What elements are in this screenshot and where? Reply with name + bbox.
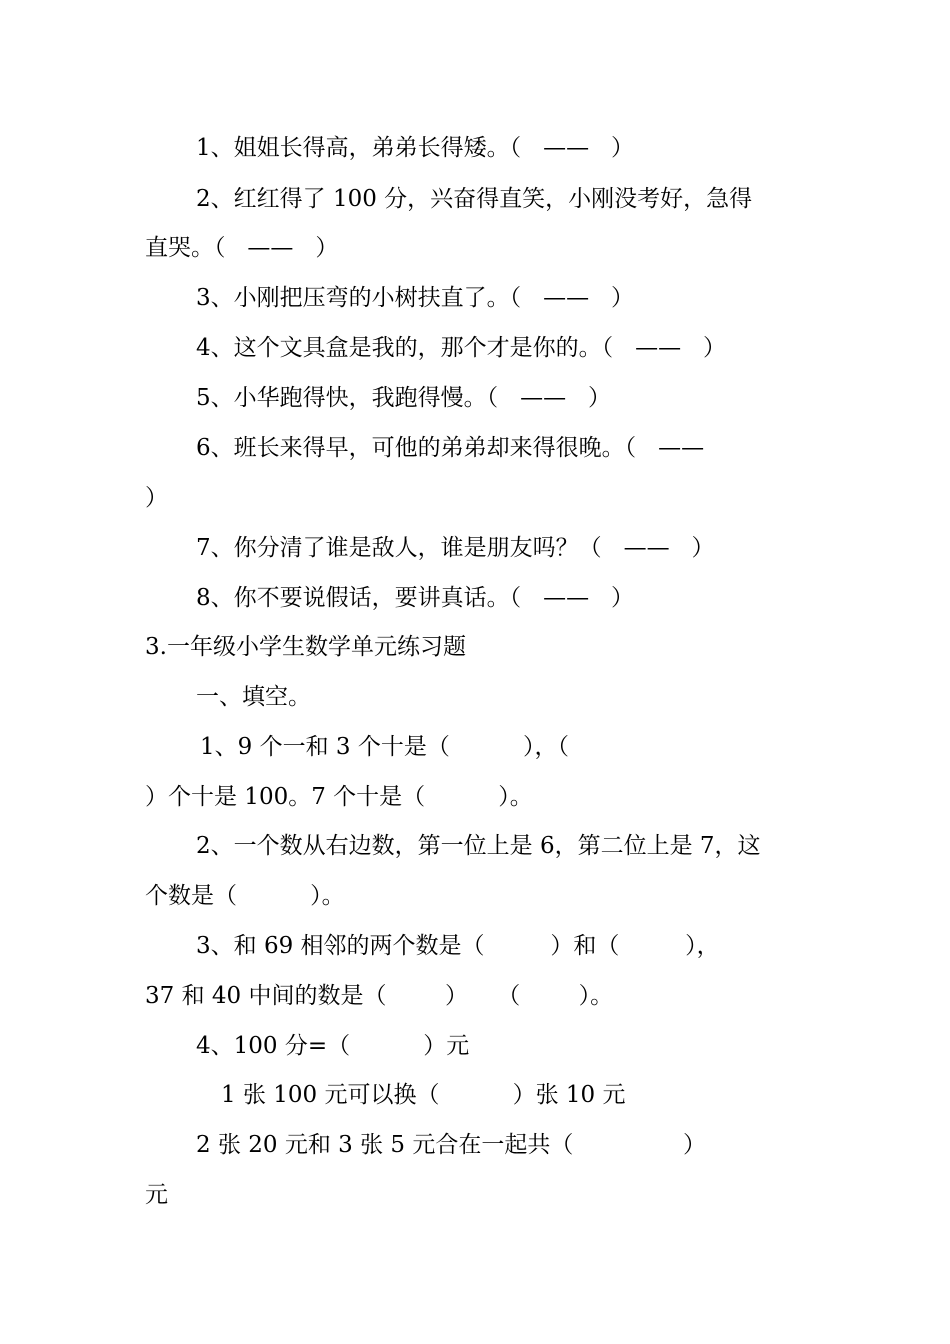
fill-question-4-line: 4、100 分=（ ）元 [196,1033,470,1059]
question-8-line: 8、你不要说假话，要讲真话。（ —— ） [196,585,634,611]
subsection-heading: 一、填空。 [196,684,311,710]
question-6-continuation: ） [145,485,168,511]
question-4-line: 4、这个文具盒是我的，那个才是你的。（ —— ） [196,335,726,361]
fill-question-3-continuation: 37 和 40 中间的数是（ ） （ ）。 [145,983,614,1009]
question-5-line: 5、小华跑得快，我跑得慢。（ —— ） [196,385,611,411]
fill-question-2-line: 2、一个数从右边数，第一位上是 6，第二位上是 7，这 [196,833,761,859]
fill-question-4-sub-1: 1 张 100 元可以换（ ）张 10 元 [221,1082,626,1108]
fill-question-3-line: 3、和 69 相邻的两个数是（ ）和（ ）， [196,933,720,959]
question-3-line: 3、小刚把压弯的小树扶直了。（ —— ） [196,285,634,311]
section-title: 3.一年级小学生数学单元练习题 [145,634,466,660]
fill-question-4-sub-2: 2 张 20 元和 3 张 5 元合在一起共（ ） [196,1132,707,1158]
question-1-line: 1、姐姐长得高，弟弟长得矮。（ —— ） [196,135,634,161]
fill-question-1-continuation: ）个十是 100。7 个十是（ ）。 [145,784,533,810]
question-6-line: 6、班长来得早，可他的弟弟却来得很晚。（ —— [196,435,705,461]
fill-question-4-sub-2-continuation: 元 [145,1182,168,1208]
question-2-continuation: 直哭。（ —— ） [145,235,339,261]
fill-question-1-line: 1、9 个一和 3 个十是（ ），（ [200,734,569,760]
question-2-line: 2、红红得了 100 分，兴奋得直笑，小刚没考好，急得 [196,186,753,212]
fill-question-2-continuation: 个数是（ ）。 [145,883,345,909]
question-7-line: 7、你分清了谁是敌人，谁是朋友吗？（ —— ） [196,535,715,561]
